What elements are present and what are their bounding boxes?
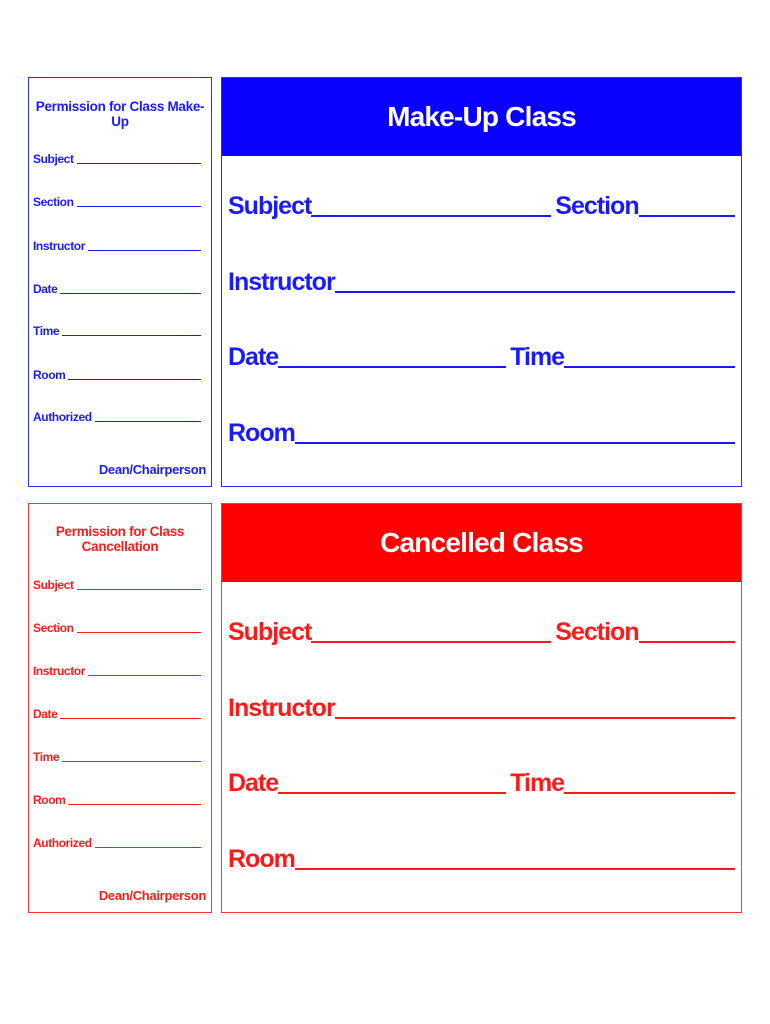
cancel-card-date-row (228, 769, 735, 798)
makeup-slip-title: Permission for Class Make-Up (35, 99, 205, 129)
cancel-card-subject-blank[interactable] (311, 621, 551, 643)
cancel-card-subject-label: Subject (228, 618, 312, 646)
makeup-slip-instructor-field[interactable]: Instructor (33, 239, 201, 253)
makeup-card-date-row (228, 343, 735, 372)
makeup-card-subject-label: Subject (228, 192, 312, 220)
cancel-card-banner (222, 504, 741, 582)
cancel-slip-signer: Dean/Chairperson (98, 888, 206, 903)
makeup-slip-authorized-field[interactable]: Authorized (33, 410, 201, 424)
cancel-card-room-blank[interactable] (295, 848, 735, 870)
makeup-slip-room-field[interactable]: Room (33, 368, 201, 382)
makeup-slip-signer: Dean/Chairperson (98, 462, 206, 477)
cancel-card-instructor-label: Instructor (228, 694, 335, 722)
cancel-slip-section-field[interactable]: Section (33, 621, 201, 635)
cancel-card-date-blank[interactable] (278, 772, 506, 794)
cancel-card-section-blank[interactable] (639, 621, 735, 643)
cancel-card-date-label: Date (228, 769, 279, 797)
cancel-card-room-label: Room (228, 845, 295, 873)
makeup-card-section-label: Section (555, 192, 639, 220)
makeup-slip-date-field[interactable]: Date (33, 282, 201, 296)
cancel-card-time-label: Time (510, 769, 565, 797)
makeup-card-time-label: Time (510, 343, 565, 371)
makeup-slip-time-field[interactable]: Time (33, 324, 201, 338)
makeup-slip-subject-field[interactable]: Subject (33, 152, 201, 166)
makeup-card-room-blank[interactable] (295, 422, 735, 444)
cancel-card-section-label: Section (555, 618, 639, 646)
makeup-card-subject-row (228, 192, 735, 221)
cancel-slip-room-field[interactable]: Room (33, 793, 201, 807)
cancel-slip-authorized-field[interactable]: Authorized (33, 836, 201, 850)
makeup-permission-slip (28, 77, 212, 487)
cancel-permission-slip (28, 503, 212, 913)
makeup-card-instructor-row (228, 268, 735, 297)
cancelled-class-card (221, 503, 742, 913)
cancel-card-subject-row (228, 618, 735, 647)
cancel-card-instructor-blank[interactable] (335, 697, 735, 719)
cancel-card-instructor-row (228, 694, 735, 723)
cancel-slip-instructor-field[interactable]: Instructor (33, 664, 201, 678)
makeup-card-date-label: Date (228, 343, 279, 371)
makeup-card-subject-blank[interactable] (311, 195, 551, 217)
makeup-slip-section-field[interactable]: Section (33, 195, 201, 209)
cancel-slip-subject-field[interactable]: Subject (33, 578, 201, 592)
makeup-card-banner (222, 78, 741, 156)
makeup-card-time-blank[interactable] (564, 346, 735, 368)
cancel-slip-date-field[interactable]: Date (33, 707, 201, 721)
makeup-card-room-row (228, 419, 735, 448)
makeup-card-date-blank[interactable] (278, 346, 506, 368)
makeup-card-title: Make-Up Class (387, 101, 576, 132)
cancel-card-room-row (228, 845, 735, 874)
makeup-card-room-label: Room (228, 419, 295, 447)
makeup-class-card (221, 77, 742, 487)
makeup-card-instructor-blank[interactable] (335, 271, 735, 293)
makeup-card-instructor-label: Instructor (228, 268, 335, 296)
cancel-slip-time-field[interactable]: Time (33, 750, 201, 764)
makeup-card-section-blank[interactable] (639, 195, 735, 217)
cancel-slip-title: Permission for Class Cancellation (55, 524, 185, 554)
cancel-card-time-blank[interactable] (564, 772, 735, 794)
cancel-card-title: Cancelled Class (380, 527, 583, 558)
